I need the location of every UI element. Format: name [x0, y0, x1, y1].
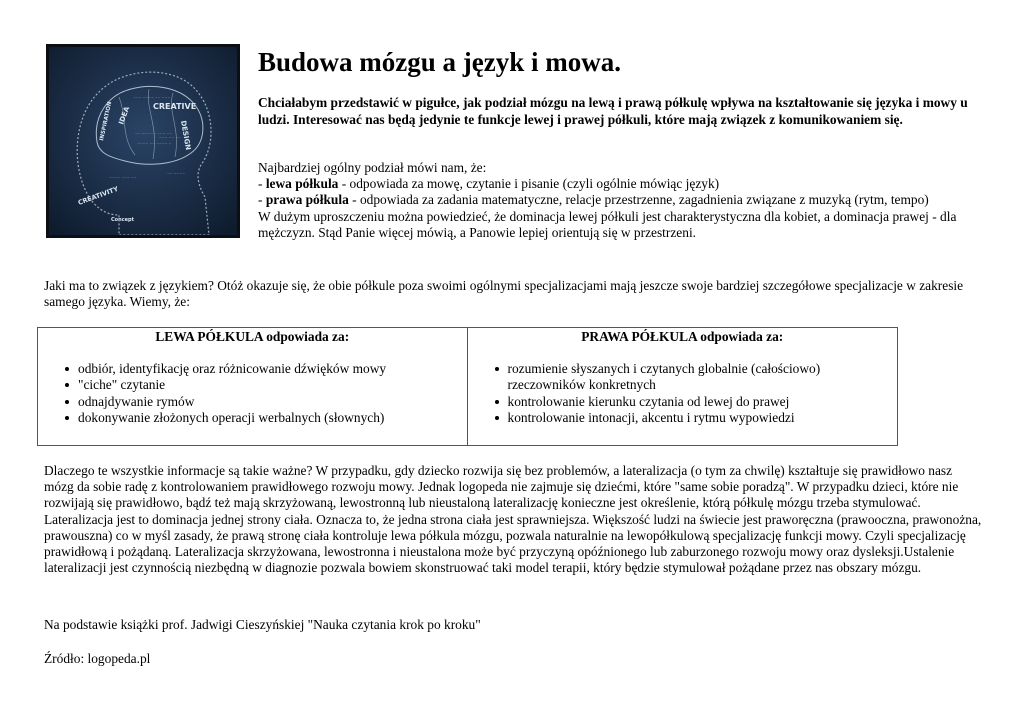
list-item: dokonywanie złożonych operacji werbalnych (słownych): [78, 410, 461, 426]
svg-text:~~~~ ~~~ ~~: ~~~~ ~~~ ~~: [109, 176, 137, 180]
list-item: odbiór, identyfikację oraz różnicowanie dźwięków mowy: [78, 361, 461, 377]
list-item: odnajdywanie rymów: [78, 394, 461, 410]
svg-text:~~ ~~~~~ ~~~ ~~: ~~ ~~~~~ ~~~ ~~: [135, 132, 173, 136]
book-reference: Na podstawie książki prof. Jadwigi Cieszyńskiej "Nauka czytania krok po kroku": [44, 617, 481, 632]
right-hemisphere-term: prawa półkula: [265, 192, 349, 208]
lateralization-paragraph: Dlaczego te wszystkie informacje są takie ważne? W przypadku, gdy dziecko rozwija się bez problemów, a lateralizacja (o tym za chwilę) kształtuje się prawidłowo nasz mózg da sobie radę z kontrolowaniem prawidłowego rozwoju mowy. Jednak logopeda nie zajmuje się dziećmi, które "same sobie poradzą". W przypadku dzieci, które nie rozwijają się prawidłowo, bądź też mają skrzyżowaną, lewostronną lub nieustaloną lateralizację konieczne jest określenie, którą półkulę mózgu trzeba stymulować. Lateralizacja jest to dominacja jednej strony ciała. Oznacza to, że jedna strona ciała jest sprawniejsza. Większość ludzi na świecie jest praworęczna (prawooczna, prawonożna, prawouszna) co w myśl zasady, że prawą stronę ciała kontroluje lewa półkula mózgu, pozwala naturalnie na lewopółkulową specjalizację funkcji mowy. Czyli specjalizację prawidłową i pożądaną. Lateralizacja skrzyżowana, lewostronna i nieustalona może być przyczyną opóźnionego lub zaburzonego rozwoju mowy oraz dysleksji.Ustalenie lateralizacji jest czynnością niezbędną w diagnozie pozwala bowiem skonstruować taki model terapii, który będzie stymulował pożądane przez nas obszary mózgu.: [44, 463, 982, 576]
svg-text:~~~ ~~ ~~: ~~~ ~~ ~~: [159, 136, 182, 140]
source-line: Źródło: logopeda.pl: [44, 651, 151, 666]
brain-illustration: [49, 47, 237, 235]
hemisphere-table: [37, 327, 898, 446]
list-item: kontrolowanie intonacji, akcentu i rytmu wypowiedzi: [508, 410, 892, 426]
word-creativity: CREATIVITY: [76, 184, 120, 207]
word-inspiration: INSPIRATION: [99, 101, 114, 142]
list-item: kontrolowanie kierunku czytania od lewej do prawej: [508, 394, 892, 410]
overview-left-line: - lewa półkula - odpowiada za mowę, czytanie i pisanie (czyli ogólnie mówiąc język): [258, 176, 720, 192]
word-concept: Concept: [111, 217, 134, 223]
brain-chalkboard-image: [46, 44, 240, 238]
svg-text:~~~ ~~~~ ~~ ~~~: ~~~ ~~~~ ~~ ~~~: [133, 96, 171, 100]
hemisphere-overview: [258, 160, 988, 241]
word-creative: CREATIVE: [153, 102, 197, 111]
page-title: Budowa mózgu a język i mowa.: [258, 47, 621, 77]
overview-lead: Najbardziej ogólny podział mówi nam, że:: [258, 160, 487, 175]
right-hemisphere-column: [468, 328, 898, 445]
word-idea: IDEA: [117, 105, 132, 126]
svg-text:~~ ~~~~: ~~ ~~~~: [167, 172, 186, 176]
left-column-header: LEWA PÓŁKULA odpowiada za:: [155, 329, 350, 344]
overview-simplification: W dużym uproszczeniu można powiedzieć, że dominacja lewej półkuli jest charakterystyczna dla kobiet, a dominacja prawej - dla mężczyzn. Stąd Panie więcej mówią, a Panowie lepiej orientują się w przestrzeni.: [258, 208, 957, 240]
list-item: "ciche" czytanie: [78, 377, 461, 393]
language-connection-paragraph: Jaki ma to związek z językiem? Otóż okazuje się, że obie półkule poza swoimi ogólnymi specjalizacjami mają jeszcze swoje bardziej szczegółowe specjalizacje w zakresie samego języka. Wiemy, że:: [44, 278, 964, 310]
left-hemisphere-column: [38, 328, 468, 445]
right-column-header: PRAWA PÓŁKULA odpowiada za:: [581, 329, 784, 344]
left-hemisphere-term: lewa półkula: [265, 176, 339, 192]
left-hemisphere-list: [44, 361, 461, 426]
word-design: DESIGN: [179, 119, 193, 151]
right-hemisphere-list: [474, 361, 892, 426]
list-item: rozumienie słyszanych i czytanych globalnie (całościowo) rzeczowników konkretnych: [508, 361, 892, 393]
intro-paragraph: Chciałabym przedstawić w pigułce, jak podział mózgu na lewą i prawą półkulę wpływa na kształtowanie się języka i mowy u ludzi. Interesować nas będą jedynie te funkcje lewej i prawej półkuli, które mają związek z komunikowaniem się.: [258, 95, 968, 127]
overview-right-line: - prawa półkula - odpowiada za zadania matematyczne, relacje przestrzenne, zagadnienia związane z muzyką (rytm, tempo): [258, 192, 929, 208]
svg-text:~~~~ ~~ ~~~~ ~: ~~~~ ~~ ~~~~ ~: [137, 142, 172, 146]
